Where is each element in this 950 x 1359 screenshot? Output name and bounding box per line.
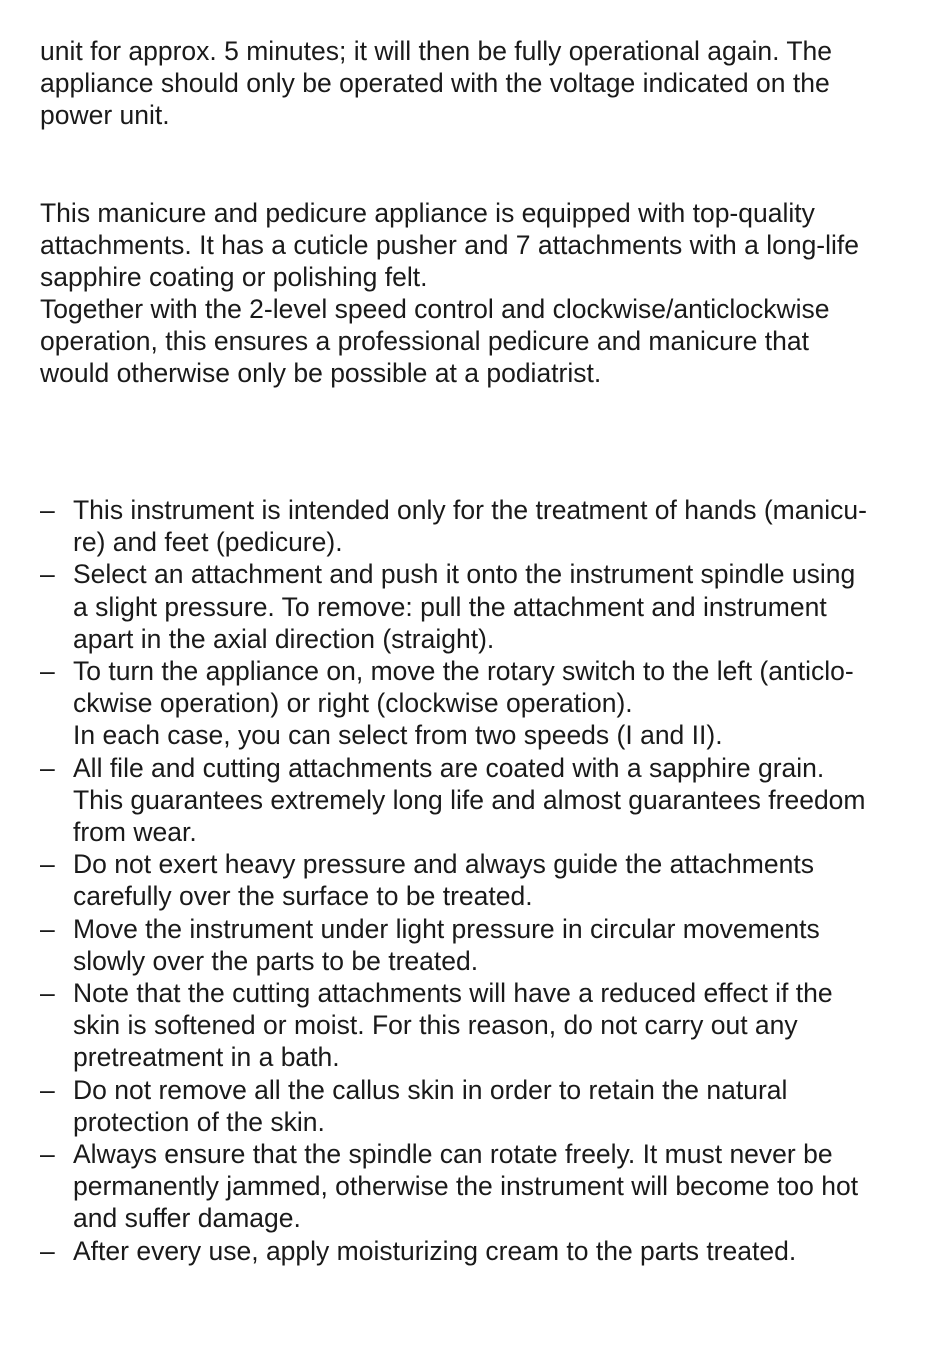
list-item	[40, 558, 910, 655]
list-item-line: In each case, you can select from two speeds (I and II).	[73, 720, 723, 751]
list-item-line: ckwise operation) or right (clockwise operation).	[73, 688, 633, 719]
list-item	[40, 1138, 910, 1235]
bullet-dash: –	[40, 978, 55, 1009]
bullet-dash: –	[40, 656, 55, 687]
bullet-dash: –	[40, 1139, 55, 1170]
text-line: attachments. It has a cuticle pusher and 7 attachments with a long-life	[40, 230, 860, 261]
bullet-dash: –	[40, 1235, 55, 1266]
list-item-line: a slight pressure. To remove: pull the attachment and instrument	[73, 591, 827, 622]
text-line: operation, this ensures a professional pedicure and manicure that	[40, 326, 809, 357]
list-item	[40, 977, 910, 1074]
list-item	[40, 848, 910, 912]
list-item-line: To turn the appliance on, move the rotary switch to the left (anticlo-	[73, 656, 854, 687]
list-item-line: Do not remove all the callus skin in order to retain the natural	[73, 1074, 788, 1105]
list-item-line: This guarantees extremely long life and almost guarantees freedom	[73, 784, 866, 815]
bullet-dash: –	[40, 752, 55, 783]
list-item-line: After every use, apply moisturizing cream to the parts treated.	[73, 1235, 797, 1266]
intro-paragraph	[40, 35, 910, 132]
list-item-line: This instrument is intended only for the treatment of hands (manicu-	[73, 495, 867, 525]
list-item-line: re) and feet (pedicure).	[73, 527, 343, 558]
text-line: unit for approx. 5 minutes; it will then be fully operational again. The	[40, 36, 833, 66]
list-item-line: apart in the axial direction (straight).	[73, 623, 495, 654]
bullet-dash: –	[40, 495, 55, 525]
text-line: appliance should only be operated with the voltage indicated on the	[40, 68, 830, 99]
list-item-line: Move the instrument under light pressure in circular movements	[73, 913, 820, 944]
text-line: power unit.	[40, 100, 170, 131]
list-item-line: slowly over the parts to be treated.	[73, 945, 479, 976]
list-item-line: from wear.	[73, 817, 197, 848]
list-item-line: protection of the skin.	[73, 1106, 325, 1137]
list-item-line: All file and cutting attachments are coated with a sapphire grain.	[73, 752, 825, 783]
list-item-line: permanently jammed, otherwise the instrument will become too hot	[73, 1171, 859, 1202]
instructions-list	[40, 494, 910, 1267]
list-item-line: Do not exert heavy pressure and always guide the attachments	[73, 849, 814, 880]
text-line: Together with the 2-level speed control and clockwise/anticlockwise	[40, 294, 830, 324]
list-item-line: Always ensure that the spindle can rotate freely. It must never be	[73, 1139, 833, 1170]
text-line: would otherwise only be possible at a podiatrist.	[40, 358, 602, 389]
bullet-dash: –	[40, 913, 55, 944]
text-line: sapphire coating or polishing felt.	[40, 262, 428, 293]
list-item	[40, 913, 910, 977]
bullet-dash: –	[40, 1074, 55, 1105]
bullet-dash: –	[40, 849, 55, 880]
list-item	[40, 655, 910, 752]
list-item	[40, 1235, 910, 1267]
list-item	[40, 1074, 910, 1138]
list-item-line: carefully over the surface to be treated.	[73, 881, 533, 912]
list-item-line: skin is softened or moist. For this reason, do not carry out any	[73, 1010, 798, 1041]
text-line: This manicure and pedicure appliance is equipped with top-quality	[40, 198, 815, 228]
list-item	[40, 494, 910, 558]
list-item-line: and suffer damage.	[73, 1203, 301, 1234]
features-paragraph	[40, 293, 910, 390]
list-item-line: pretreatment in a bath.	[73, 1042, 340, 1073]
list-item	[40, 752, 910, 849]
list-item-line: Note that the cutting attachments will have a reduced effect if the	[73, 978, 833, 1009]
list-item-line: Select an attachment and push it onto the instrument spindle using	[73, 559, 856, 590]
bullet-dash: –	[40, 559, 55, 590]
description-paragraph	[40, 197, 910, 294]
